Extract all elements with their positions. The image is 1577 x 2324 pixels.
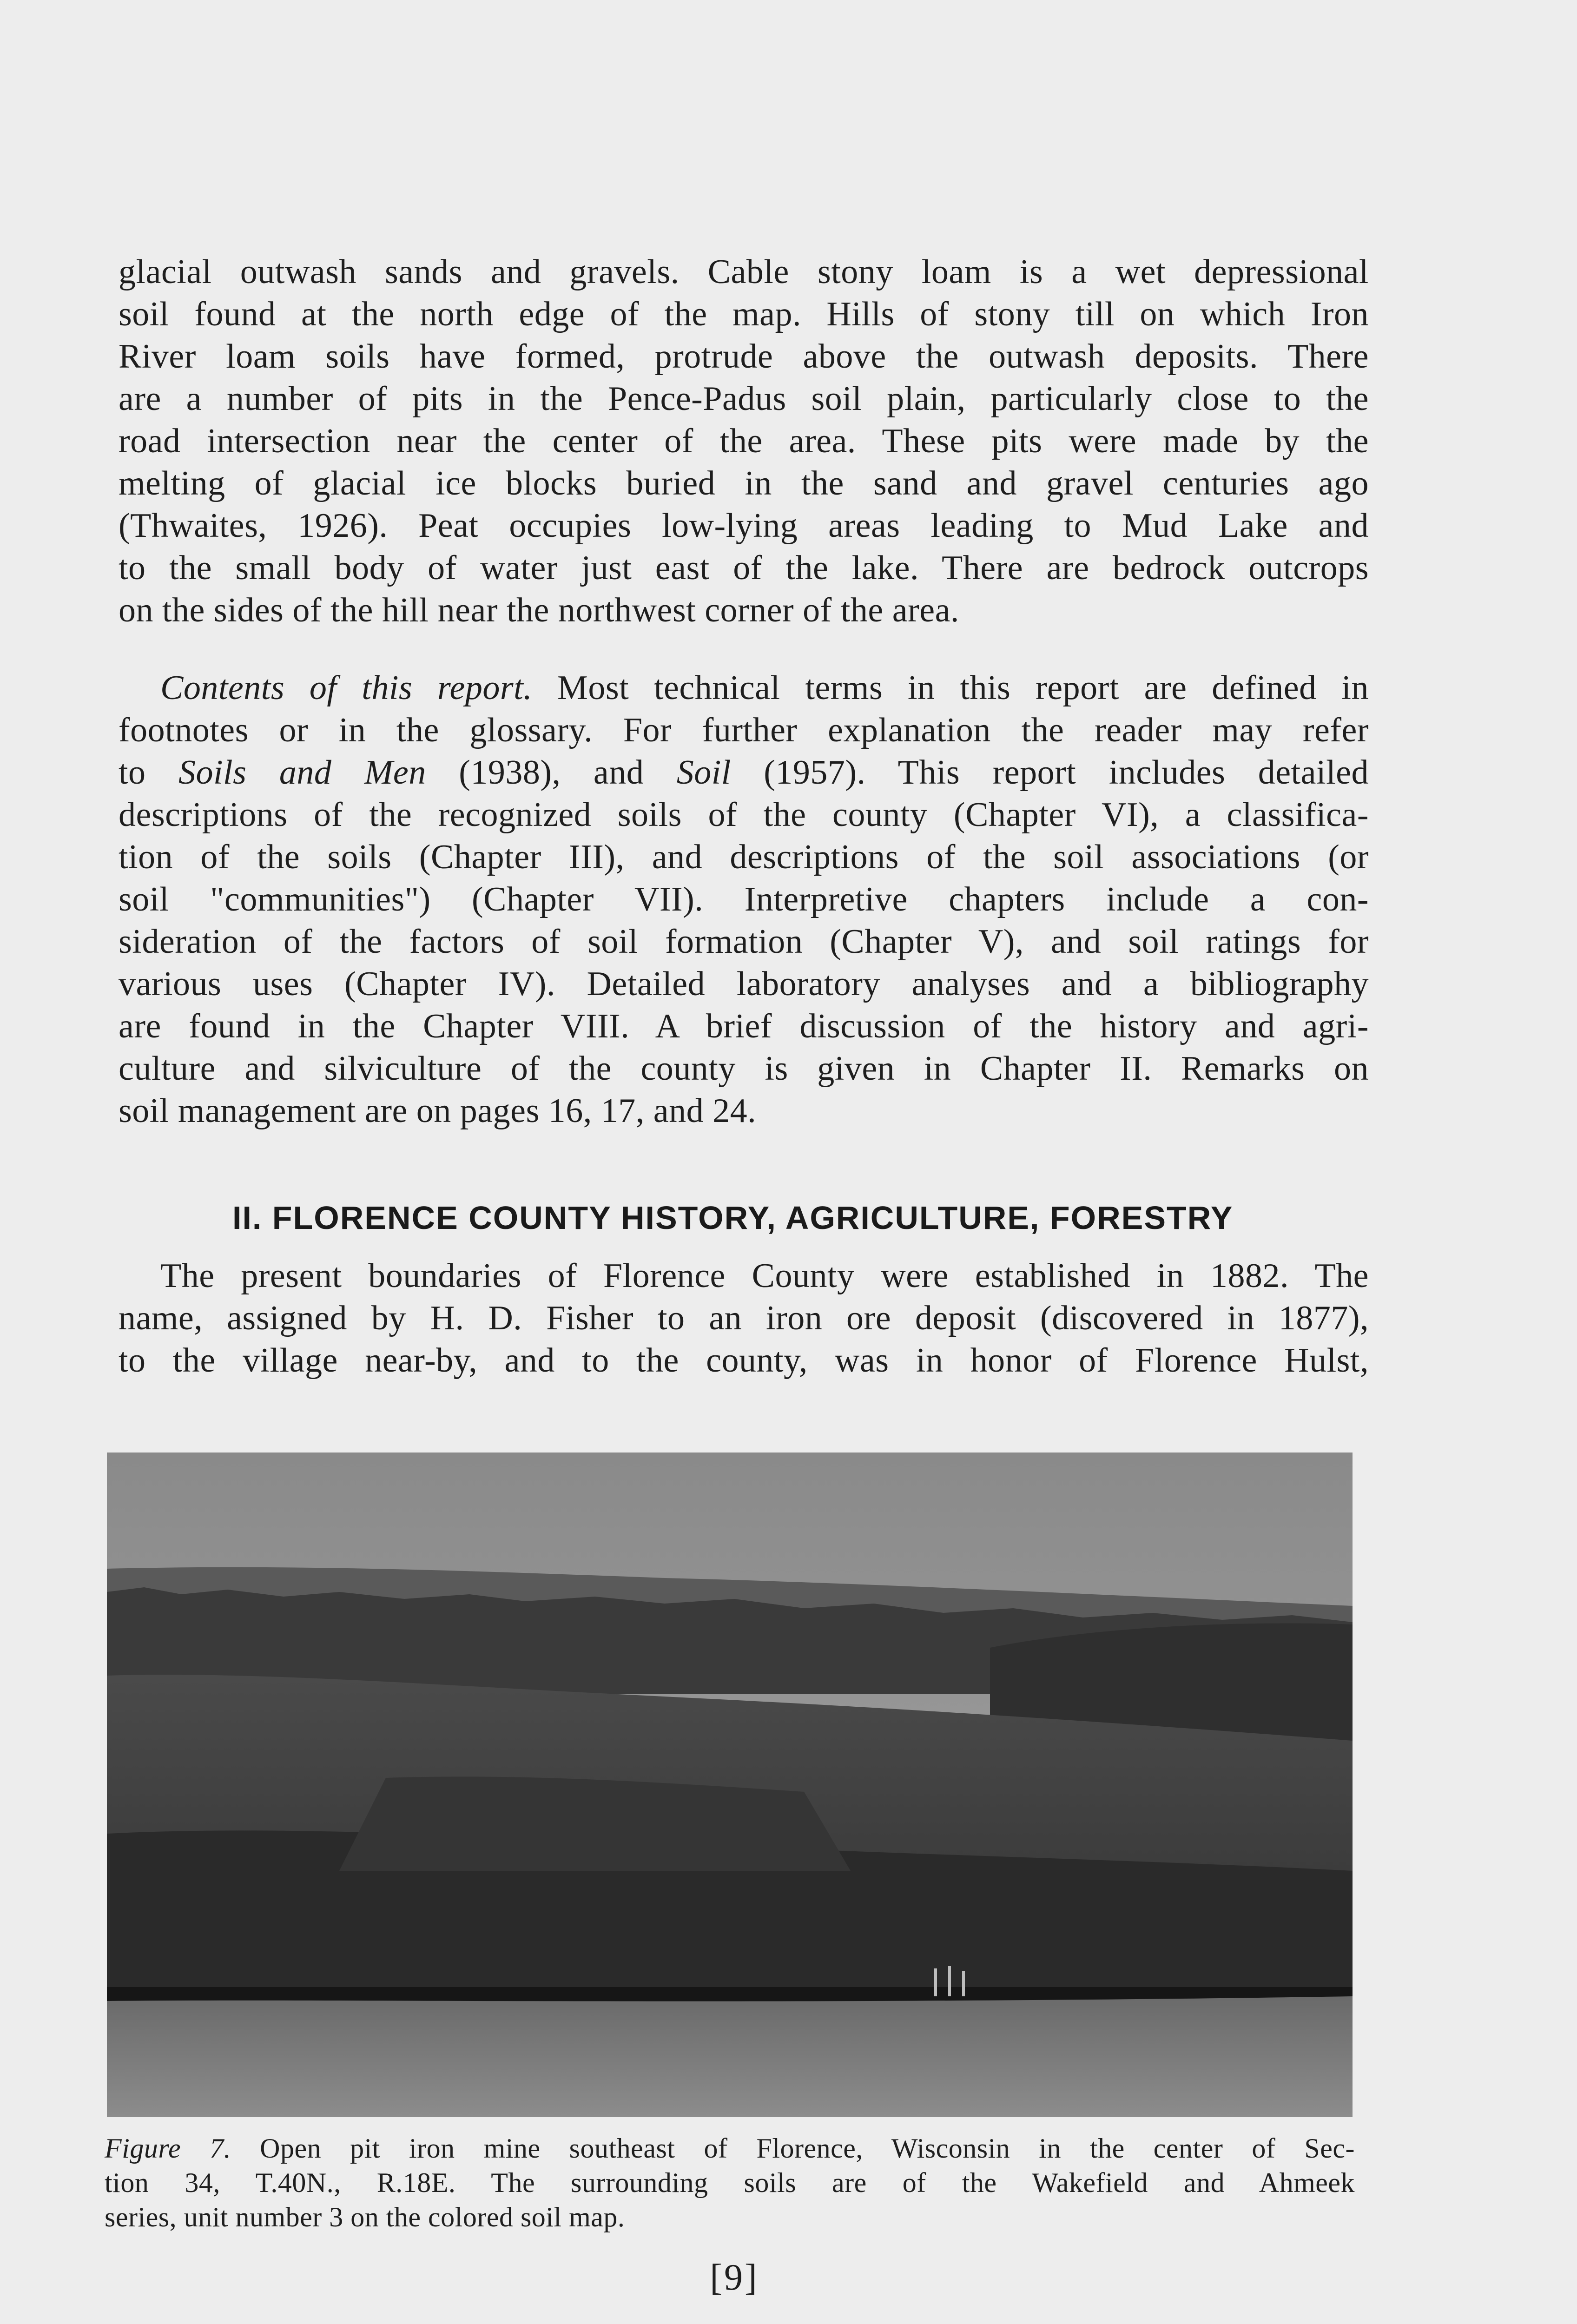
text-line: to the village near-by, and to the county, was in honor of Florence Hulst,: [119, 1341, 1369, 1380]
text-line: soil management are on pages 16, 17, and 24.: [119, 1092, 757, 1130]
text-line: tion of the soils (Chapter III), and descriptions of the soil associations (or: [119, 838, 1369, 876]
text-line: descriptions of the recognized soils of the county (Chapter VI), a classifica-: [119, 796, 1369, 834]
text-run: to: [119, 753, 178, 792]
contents-paragraph: [119, 667, 1369, 1132]
text-line: are a number of pits in the Pence-Padus soil plain, particularly close to the: [119, 380, 1369, 418]
text-line: River loam soils have formed, protrude above the outwash deposits. There: [119, 337, 1369, 376]
figure-label: Figure 7.: [105, 2133, 231, 2164]
text-run: (1938), and: [426, 753, 677, 792]
text-line: culture and silviculture of the county is given in Chapter II. Remarks on: [119, 1050, 1369, 1088]
text-line: are found in the Chapter VIII. A brief discussion of the history and agri-: [119, 1007, 1369, 1045]
text-line: on the sides of the hill near the northwest corner of the area.: [119, 591, 959, 629]
caption-line: series, unit number 3 on the colored soil map.: [105, 2202, 625, 2232]
text-line: glacial outwash sands and gravels. Cable stony loam is a wet depressional: [119, 253, 1369, 291]
text-line: road intersection near the center of the area. These pits were made by the: [119, 422, 1369, 460]
text-line: various uses (Chapter IV). Detailed laboratory analyses and a bibliography: [119, 965, 1369, 1003]
open-pit-mine-photo: [107, 1452, 1353, 2117]
history-paragraph: [119, 1255, 1369, 1382]
section-heading: II. FLORENCE COUNTY HISTORY, AGRICULTURE, FORESTRY: [232, 1200, 1234, 1236]
figure-photo: [107, 1452, 1353, 2117]
text-run: Most technical terms in this report are defined in: [532, 669, 1369, 707]
caption-line: tion 34, T.40N., R.18E. The surrounding soils are of the Wakefield and Ahmeek: [105, 2167, 1355, 2198]
page-number: [9]: [710, 2257, 759, 2298]
text-line: soil "communities") (Chapter VII). Interpretive chapters include a con-: [119, 880, 1369, 918]
text-line: melting of glacial ice blocks buried in the sand and gravel centuries ago: [119, 464, 1369, 502]
text-line: The present boundaries of Florence County were established in 1882. The: [160, 1257, 1369, 1295]
text-line: sideration of the factors of soil formation (Chapter V), and soil ratings for: [119, 923, 1369, 961]
text-line: to the small body of water just east of the lake. There are bedrock outcrops: [119, 549, 1369, 587]
caption-line: [105, 2131, 1355, 2166]
text-run: Open pit iron mine southeast of Florence, Wisconsin in the center of Sec-: [231, 2133, 1355, 2164]
book-title: Soils and Men: [178, 753, 426, 792]
text-line: footnotes or in the glossary. For further explanation the reader may refer: [119, 711, 1369, 749]
text-line: name, assigned by H. D. Fisher to an iron ore deposit (discovered in 1877),: [119, 1299, 1369, 1337]
text-run: (1957). This report includes detailed: [731, 753, 1369, 792]
text-line: (Thwaites, 1926). Peat occupies low-lying areas leading to Mud Lake and: [119, 507, 1369, 545]
intro-paragraph: [119, 251, 1369, 632]
figure-caption: [105, 2131, 1355, 2234]
book-title: Soil: [676, 753, 731, 792]
text-line: soil found at the north edge of the map. Hills of stony till on which Iron: [119, 295, 1369, 333]
text-line: [119, 667, 1369, 709]
text-line: [119, 752, 1369, 794]
paragraph-lead: Contents of this report.: [160, 669, 533, 707]
